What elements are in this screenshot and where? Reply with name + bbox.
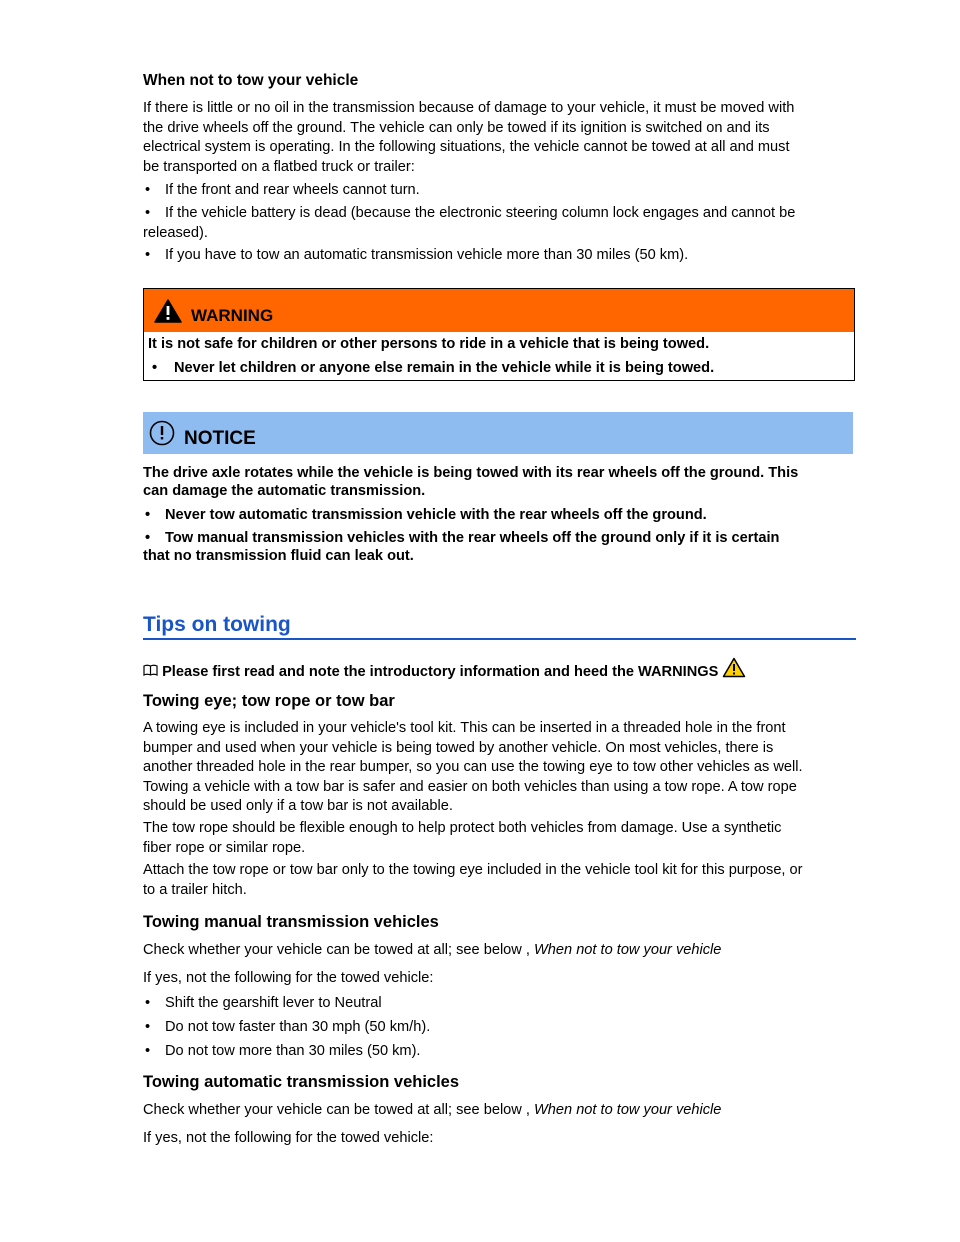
warning-header <box>144 289 854 332</box>
notice-title: NOTICE <box>184 428 256 449</box>
text-line: another threaded hole in the rear bumper, so you can use the towing eye to tow other vehicles as well. <box>143 759 803 775</box>
notice-exclamation-icon <box>149 420 175 446</box>
list-item: • Shift the gearshift lever to Neutral <box>145 995 382 1011</box>
text-line: to a trailer hitch. <box>143 881 247 898</box>
intro-paragraph <box>143 99 855 177</box>
cross-reference-link[interactable]: When not to tow your vehicle <box>534 942 722 958</box>
list-item-text: Do not tow faster than 30 mph (50 km/h). <box>165 1019 431 1035</box>
warning-bullet-text: Never let children or anyone else remain in the vehicle while it is being towed. <box>174 359 715 376</box>
check-line <box>143 941 855 961</box>
notice-header <box>143 412 853 454</box>
towing-eye-paragraph <box>143 719 855 817</box>
notice-bullet-text: Never tow automatic transmission vehicle with the rear wheels off the ground. <box>165 507 707 523</box>
list-item: • If the front and rear wheels cannot turn. <box>145 182 420 198</box>
text-line: bumper and used when your vehicle is being towed by another vehicle. On most vehicles, there is <box>143 739 774 756</box>
list-item: • Do not tow more than 30 miles (50 km). <box>145 1043 421 1059</box>
heading-automatic-transmission: Towing automatic transmission vehicles <box>143 1073 460 1091</box>
section-title-tips-on-towing: Tips on towing <box>143 613 291 636</box>
list-item-text: If the vehicle battery is dead (because the electronic steering column lock engages and cannot be <box>165 205 796 221</box>
read-note <box>143 657 855 680</box>
text-line: If there is little or no oil in the transmission because of damage to your vehicle, it must be moved with <box>143 100 795 116</box>
text-line: The tow rope should be flexible enough to help protect both vehicles from damage. Use a synthetic <box>143 820 782 836</box>
notice-bullet-text: Tow manual transmission vehicles with the rear wheels off the ground only if it is certain <box>165 530 780 546</box>
text-line: fiber rope or similar rope. <box>143 839 306 856</box>
text-line: should be used only if a tow bar is not available. <box>143 798 453 814</box>
notice-bullet-text: that no transmission fluid can leak out. <box>143 548 414 564</box>
list-item: • If the vehicle battery is dead (because the electronic steering column lock engages and cannot be released). <box>143 204 855 243</box>
text-line: Towing a vehicle with a tow bar is safer and easier on both vehicles than using a tow rope. A tow rope <box>143 778 797 795</box>
warning-triangle-icon <box>154 299 182 323</box>
if-yes-text: If yes, not the following for the towed vehicle: <box>143 970 434 986</box>
warning-bullet: • Never let children or anyone else remain in the vehicle while it is being towed. <box>152 359 715 376</box>
tow-rope-paragraph <box>143 819 855 858</box>
notice-text <box>143 464 855 500</box>
warning-box <box>143 288 855 381</box>
text-line: A towing eye is included in your vehicle's tool kit. This can be inserted in a threaded hole in the front <box>143 720 786 736</box>
section-heading-when-not-to-tow: When not to tow your vehicle <box>143 72 359 89</box>
notice-bullet: • Tow manual transmission vehicles with the rear wheels off the ground only if it is certain that no transmission fluid can leak out. <box>143 529 855 565</box>
warning-title: WARNING <box>191 306 274 325</box>
check-text: Check whether your vehicle can be towed at all; see below , <box>143 942 530 958</box>
text-line: The drive axle rotates while the vehicle is being towed with its rear wheels off the ground. This <box>143 465 799 481</box>
list-item-text: Shift the gearshift lever to Neutral <box>165 995 382 1011</box>
open-book-icon <box>143 664 158 677</box>
list-item-text: released). <box>143 224 208 241</box>
list-item-text: If you have to tow an automatic transmission vehicle more than 30 miles (50 km). <box>165 247 689 263</box>
heading-towing-eye: Towing eye; tow rope or tow bar <box>143 692 395 710</box>
text-line: be transported on a flatbed truck or trailer: <box>143 158 415 175</box>
heading-manual-transmission: Towing manual transmission vehicles <box>143 913 439 931</box>
if-yes-text: If yes, not the following for the towed vehicle: <box>143 1130 434 1146</box>
text-line: the drive wheels off the ground. The vehicle can only be towed if its ignition is switched on and its <box>143 119 770 136</box>
attach-paragraph <box>143 861 855 900</box>
list-item: • If you have to tow an automatic transmission vehicle more than 30 miles (50 km). <box>145 247 689 263</box>
text-line: Attach the tow rope or tow bar only to the towing eye included in the vehicle tool kit for this purpose, or <box>143 862 803 878</box>
check-line <box>143 1101 855 1121</box>
notice-bullet: • Never tow automatic transmission vehicle with the rear wheels off the ground. <box>145 507 707 523</box>
text-line: can damage the automatic transmission. <box>143 483 426 499</box>
warning-text: It is not safe for children or other persons to ride in a vehicle that is being towed. <box>148 336 710 352</box>
text-line: electrical system is operating. In the following situations, the vehicle cannot be towed at all and must <box>143 139 790 155</box>
warning-triangle-icon[interactable] <box>722 657 746 678</box>
read-note-text: Please first read and note the introductory information and heed the WARNINGS <box>162 664 719 680</box>
check-text: Check whether your vehicle can be towed at all; see below , <box>143 1102 530 1118</box>
cross-reference-link[interactable]: When not to tow your vehicle <box>534 1102 722 1118</box>
list-item-text: Do not tow more than 30 miles (50 km). <box>165 1043 421 1059</box>
section-divider <box>143 638 856 640</box>
list-item-text: If the front and rear wheels cannot turn. <box>165 182 420 198</box>
list-item: • Do not tow faster than 30 mph (50 km/h). <box>145 1019 431 1035</box>
